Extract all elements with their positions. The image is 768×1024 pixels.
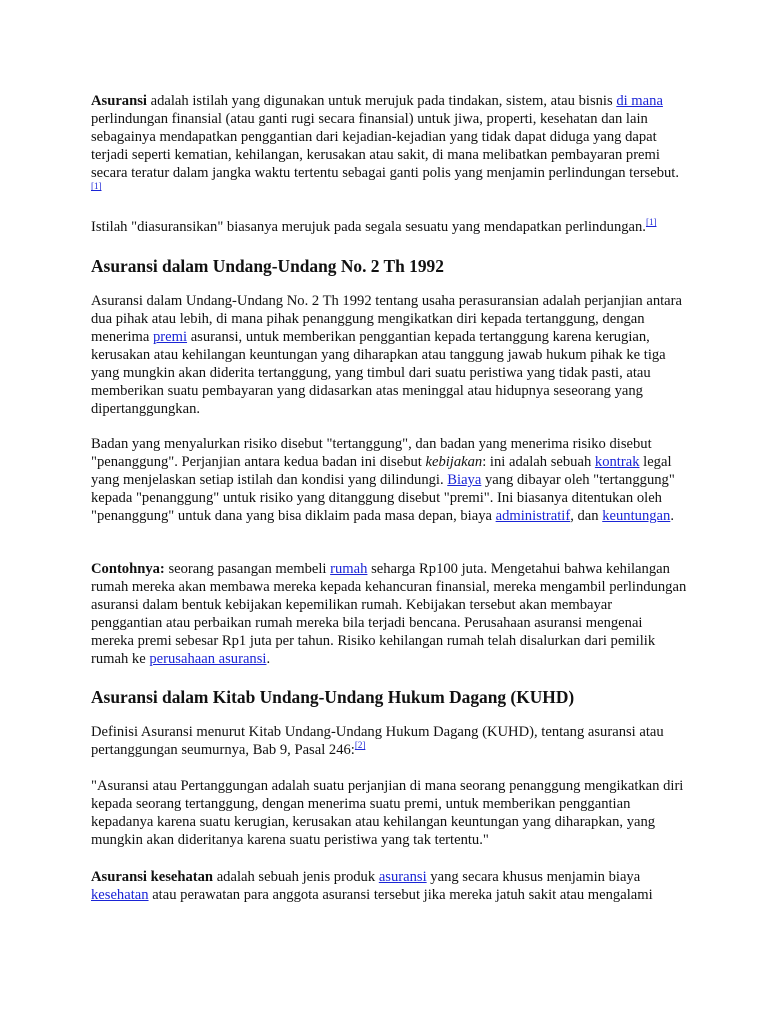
text-span: Asuransi dalam Undang-Undang No. 2 Th 1992 tentang usaha perasuransian adalah perjanjian antara dua pihak atau lebih, di mana pihak penanggung mengikatkan diri kepada tertanggung, dengan menerima (91, 293, 682, 345)
text-span: "Asuransi atau Pertanggungan adalah suatu perjanjian di mana seorang penanggung mengikatkan diri kepada seorang tertanggung, dengan menerima suatu premi, untuk memberikan penggantian kepadanya karena suatu kerugian, kerusakan atau kehilangan keuntungan yang diharapkan, yang mungkin akan dideritanya karena suatu peristiwa yang tak tertentu." (91, 778, 684, 848)
text-span: . (266, 651, 271, 667)
text-span: seharga Rp100 juta. Mengetahui bahwa kehilangan rumah mereka akan membawa mereka kepada kehancuran finansial, mereka mengambil perlindungan asuransi dalam bentuk kebijakan kepemilikan rumah. Kebijakan tersebut akan membayar penggantian atau perbaikan rumah mereka bila terjadi bencana. Perusahaan asuransi mengenai mereka premi sebesar Rp1 juta per tahun. Risiko kehilangan rumah telah disalurkan dari pemilik rumah ke (91, 561, 687, 667)
health-insurance-paragraph (91, 868, 687, 904)
link-administratif[interactable]: administratif (495, 508, 571, 524)
text-span: atau perawatan para anggota asuransi tersebut jika mereka jatuh sakit atau mengalami (148, 887, 653, 903)
section-heading-kuhd: Asuransi dalam Kitab Undang-Undang Hukum Dagang (KUHD) (91, 687, 575, 707)
text-span: , dan (570, 508, 603, 524)
risk-transfer-paragraph (91, 435, 687, 525)
text-span: yang dibayar oleh "tertanggung" kepada "penanggung" untuk risiko yang ditanggung disebut "premi". Ini biasanya ditentukan oleh "penanggung" untuk dana yang bisa diklaim pada masa depan, biaya (91, 472, 675, 524)
link-kesehatan[interactable]: kesehatan (91, 887, 149, 903)
kuhd-paragraph (91, 723, 687, 759)
intro-paragraph (91, 92, 687, 200)
link-di-mana[interactable]: di mana (616, 93, 663, 109)
text-span: Badan yang menyalurkan risiko disebut "tertanggung", dan badan yang menerima risiko disebut "penanggung". Perjanjian antara kedua badan ini disebut (91, 436, 652, 470)
kuhd-quote-paragraph (91, 777, 687, 849)
footnote-ref-2[interactable]: [2] (354, 740, 366, 750)
term-contohnya: Contohnya: (91, 561, 165, 577)
term-asuransi-kesehatan: Asuransi kesehatan (91, 869, 214, 885)
footnote-ref-1[interactable]: [1] (91, 181, 102, 191)
definition-paragraph (91, 218, 687, 236)
term-kebijakan: kebijakan (425, 454, 483, 470)
text-span: . (670, 508, 674, 524)
term-asuransi: Asuransi (91, 93, 147, 109)
text-span: perlindungan finansial (atau ganti rugi secara finansial) untuk jiwa, properti, kesehatan dan lain sebagainya mendapatkan penggantian dari kejadian-kejadian yang tidak dapat diduga yang dapat terjadi seperti kematian, kehilangan, kerusakan atau sakit, di mana melibatkan pembayaran premi secara teratur dalam jangka waktu tertentu sebagai ganti polis yang menjamin perlindungan tersebut. (91, 111, 680, 181)
example-paragraph (91, 560, 687, 668)
link-kontrak[interactable]: kontrak (594, 454, 640, 470)
text-span: Definisi Asuransi menurut Kitab Undang-Undang Hukum Dagang (KUHD), tentang asuransi atau pertanggungan seumurnya, Bab 9, Pasal 246: (91, 724, 664, 758)
text-span: asuransi, untuk memberikan penggantian kepada tertanggung karena kerugian, kerusakan atau kehilangan keuntungan yang diharapkan atau tanggung jawab hukum pihak ke tiga yang mungkin akan diderita tertanggung, yang timbul dari suatu peristiwa yang tidak pasti, atau memberikan suatu pembayaran yang didasarkan atas meninggal atau hidupnya seseorang yang dipertanggungkan. (91, 329, 666, 417)
link-biaya[interactable]: Biaya (447, 472, 482, 488)
text-span: yang secara khusus menjamin biaya (426, 869, 641, 885)
link-keuntungan[interactable]: keuntungan (602, 508, 671, 524)
link-rumah[interactable]: rumah (330, 561, 368, 577)
text-span: adalah sebuah jenis produk (213, 869, 379, 885)
section-heading-uu-1992: Asuransi dalam Undang-Undang No. 2 Th 1992 (91, 256, 444, 276)
text-span: legal yang menjelaskan setiap istilah dan kondisi yang dilindungi. (91, 454, 672, 488)
text-span: adalah istilah yang digunakan untuk merujuk pada tindakan, sistem, atau bisnis (146, 93, 617, 109)
footnote-ref-1[interactable]: [1] (645, 217, 657, 227)
link-perusahaan-asuransi[interactable]: perusahaan asuransi (149, 651, 267, 667)
text-span: seorang pasangan membeli (164, 561, 331, 577)
link-asuransi[interactable]: asuransi (378, 869, 427, 885)
text-span: : ini adalah sebuah (482, 454, 595, 470)
link-premi[interactable]: premi (153, 329, 188, 345)
uu-1992-paragraph (91, 292, 687, 418)
text-span: Istilah "diasuransikan" biasanya merujuk pada segala sesuatu yang mendapatkan perlindungan. (91, 219, 646, 235)
